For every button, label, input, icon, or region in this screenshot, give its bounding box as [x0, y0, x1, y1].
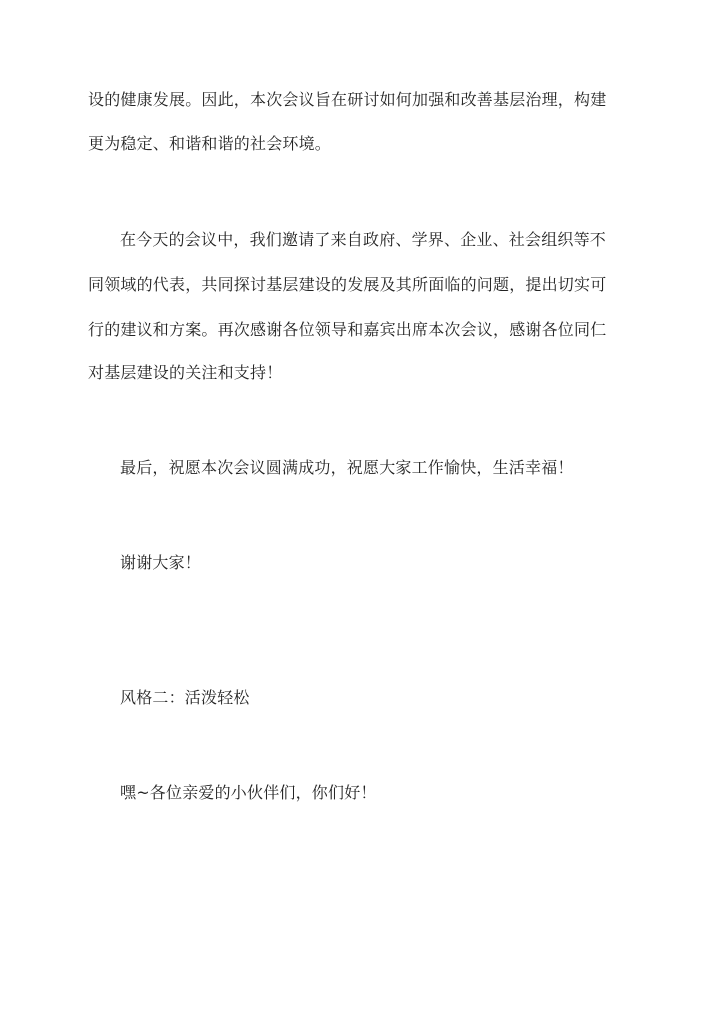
- paragraph-2-line-3: 行的建议和方案。再次感谢各位领导和嘉宾出席本次会议，感谢各位同仁: [88, 320, 607, 339]
- paragraph-2-line-4: 对基层建设的关注和支持！: [88, 363, 283, 382]
- paragraph-2-line-2: 同领域的代表，共同探讨基层建设的发展及其所面临的问题，提出切实可: [88, 275, 607, 294]
- paragraph-2-line-1: 在今天的会议中，我们邀请了来自政府、学界、企业、社会组织等不: [120, 230, 607, 249]
- paragraph-5: 嘿~各位亲爱的小伙伴们，你们好！: [120, 783, 377, 802]
- paragraph-1-line-1: 设的健康发展。因此，本次会议旨在研讨如何加强和改善基层治理，构建: [88, 90, 607, 109]
- paragraph-1-line-2: 更为稳定、和谐和谐的社会环境。: [88, 134, 332, 153]
- paragraph-3: 最后，祝愿本次会议圆满成功，祝愿大家工作愉快，生活幸福！: [120, 458, 574, 477]
- section-heading: 风格二：活泼轻松: [120, 688, 250, 707]
- paragraph-4: 谢谢大家！: [120, 553, 202, 572]
